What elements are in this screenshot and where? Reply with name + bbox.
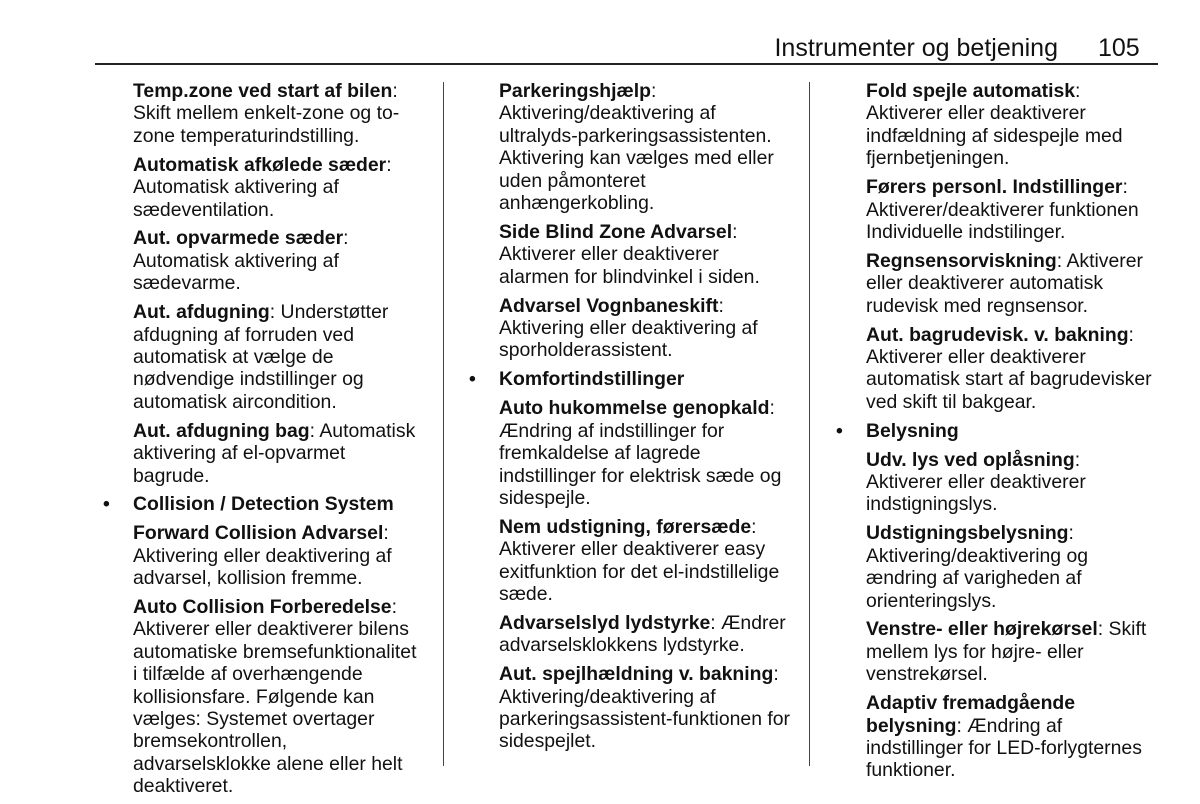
setting-term: Advarselslyd lydstyrke (499, 611, 711, 634)
setting-term: Fold spejle automatisk (866, 80, 1076, 102)
term-separator: : (1068, 522, 1074, 545)
column-3 (836, 80, 1158, 788)
term-separator: : (650, 80, 657, 102)
header-rule (95, 63, 1158, 65)
setting-entry (866, 250, 1158, 317)
term-separator: : (718, 294, 724, 317)
setting-entry (866, 324, 1158, 414)
setting-term: Regnsensorviskning (866, 249, 1057, 272)
bullet-icon: • (103, 493, 110, 516)
setting-description: Automatisk aktivering af sædevarme. (133, 249, 339, 295)
setting-entry (866, 618, 1158, 685)
setting-entry (133, 301, 423, 413)
setting-term: Temp.zone ved start af bilen (133, 80, 393, 102)
section-heading (836, 419, 1158, 442)
page-title: Instrumenter og betjening (774, 34, 1058, 62)
setting-term: Advarsel Vognbaneskift (499, 294, 719, 317)
setting-entry (133, 420, 423, 487)
column-divider (443, 82, 444, 766)
setting-entry (133, 80, 423, 147)
section-title: Komfortindstillinger (499, 368, 685, 391)
term-separator: : (392, 80, 398, 102)
column-divider (809, 82, 810, 766)
setting-entry (866, 176, 1158, 243)
setting-description: Skift mellem enkelt-zone og to-zone temperaturindstilling. (133, 102, 400, 147)
section-heading (103, 493, 423, 516)
setting-description: Automatisk aktivering af sædeventilation. (133, 176, 339, 221)
setting-term: Udstigningsbelysning (866, 522, 1069, 545)
setting-description: Understøtter afdugning af forruden ved automatisk at vælge de nødvendige indstillinger og automatisk aircondition. (133, 301, 389, 413)
setting-entry (133, 522, 423, 589)
setting-term: Aut. bagrudevisk. v. bakning (866, 323, 1129, 346)
setting-description: Aktiverer eller deaktiverer indfældning af sidespejle med fjernbetjeningen. (866, 102, 1123, 170)
bullet-icon: • (469, 368, 476, 391)
setting-entry (866, 522, 1158, 612)
section-heading (469, 368, 791, 391)
setting-term: Parkeringshjælp (499, 80, 651, 102)
setting-description: Aktiverer eller deaktiverer automatisk rudevisk med regnsensor. (866, 249, 1143, 317)
setting-description: Skift mellem lys for højre- eller venstrekørsel. (866, 618, 1147, 686)
setting-description: Aktivering/deaktivering af ultralyds-parkeringsassistenten. Aktivering kan vælges med eller uden påmonteret anhængerkobling. (499, 102, 774, 215)
setting-description: Ændring af indstillinger for fremkaldelse af lagrede indstillinger for elektrisk sæde og sidespejle. (499, 419, 782, 509)
term-separator: : (1074, 448, 1081, 471)
setting-description: Aktivering/deaktivering og ændring af varigheden af orienteringslys. (866, 544, 1089, 612)
term-separator: : (1097, 618, 1104, 641)
setting-description: Aktivering eller deaktivering af sporholderassistent. (499, 317, 758, 362)
setting-description: Automatisk aktivering af el-opvarmet bagrude. (133, 419, 416, 487)
setting-description: Aktivering/deaktivering af parkeringsassistent-funktionen for sidespejlet. (499, 685, 791, 753)
setting-description: Aktiverer/deaktiverer funktionen Individuelle indstilinger. (866, 198, 1139, 243)
setting-entry (866, 449, 1158, 516)
setting-term: Automatisk afkølede sæder (133, 153, 387, 176)
setting-description: Aktiverer eller deaktiverer easy exitfunktion for det el-indstillelige sæde. (499, 538, 780, 606)
setting-entry (499, 663, 791, 753)
setting-entry (866, 80, 1158, 170)
setting-entry (133, 227, 423, 294)
page-number: 105 (1098, 34, 1140, 62)
term-separator: : (732, 220, 738, 243)
term-separator: : (751, 515, 757, 538)
term-separator: : (1122, 176, 1128, 199)
term-separator: : (391, 596, 397, 619)
setting-entry (499, 516, 791, 606)
setting-entry (866, 692, 1158, 782)
setting-entry (499, 295, 791, 362)
term-separator: : (269, 301, 276, 324)
setting-term: Udv. lys ved oplåsning (866, 448, 1075, 471)
setting-description: Aktiverer eller deaktiverer bilens automatiske bremsefunktionalitet i tilfælde af overhængende kollisionsfare. Følgende kan vælges: Systemet overtager bremsekontrollen, advarselsklokke alene eller helt deaktiveret. (133, 618, 417, 798)
setting-term: Forward Collision Advarsel (133, 522, 384, 545)
term-separator: : (383, 522, 389, 545)
setting-term: Auto Collision Forberedelse (133, 596, 392, 619)
column-1 (103, 80, 423, 804)
term-separator: : (1056, 249, 1063, 272)
setting-term: Aut. afdugning bag (133, 419, 310, 442)
page-header (0, 0, 1200, 66)
setting-term: Nem udstigning, førersæde (499, 515, 752, 538)
term-separator: : (1075, 80, 1081, 102)
setting-entry (499, 612, 791, 657)
setting-entry (499, 397, 791, 509)
setting-entry (499, 80, 791, 214)
setting-term: Adaptiv fremadgående belysning (866, 692, 1076, 737)
setting-term: Aut. afdugning (133, 301, 270, 324)
setting-term: Aut. opvarmede sæder (133, 227, 344, 250)
bullet-icon: • (836, 419, 843, 442)
term-separator: : (956, 714, 962, 737)
setting-description: Aktiverer eller deaktiverer alarmen for blindvinkel i siden. (499, 243, 760, 288)
setting-entry (133, 596, 423, 798)
setting-description: Aktiverer eller deaktiverer automatisk start af bagrudevisker ved skift til bakgear. (866, 345, 1152, 413)
term-separator: : (773, 663, 779, 686)
setting-term: Aut. spejlhældning v. bakning (499, 663, 774, 686)
term-separator: : (343, 227, 349, 250)
setting-description: Aktivering eller deaktivering af advarsel, kollision fremme. (133, 544, 392, 590)
section-title: Collision / Detection System (133, 493, 394, 516)
term-separator: : (309, 419, 316, 442)
term-separator: : (386, 153, 392, 176)
setting-entry (499, 221, 791, 288)
term-separator: : (710, 611, 716, 634)
setting-description: Ændring af indstillinger for LED-forlygternes funktioner. (866, 714, 1142, 782)
setting-description: Ændrer advarselsklokkens lydstyrke. (499, 611, 786, 657)
section-title: Belysning (866, 419, 959, 442)
column-2 (469, 80, 791, 759)
setting-term: Auto hukommelse genopkald (499, 397, 770, 420)
term-separator: : (769, 397, 775, 420)
term-separator: : (1128, 323, 1134, 346)
setting-term: Venstre- eller højrekørsel (866, 618, 1098, 641)
setting-entry (133, 154, 423, 221)
setting-description: Aktiverer eller deaktiverer indstigningslys. (866, 471, 1086, 516)
setting-term: Førers personl. Indstillinger (866, 176, 1123, 199)
setting-term: Side Blind Zone Advarsel (499, 220, 733, 243)
